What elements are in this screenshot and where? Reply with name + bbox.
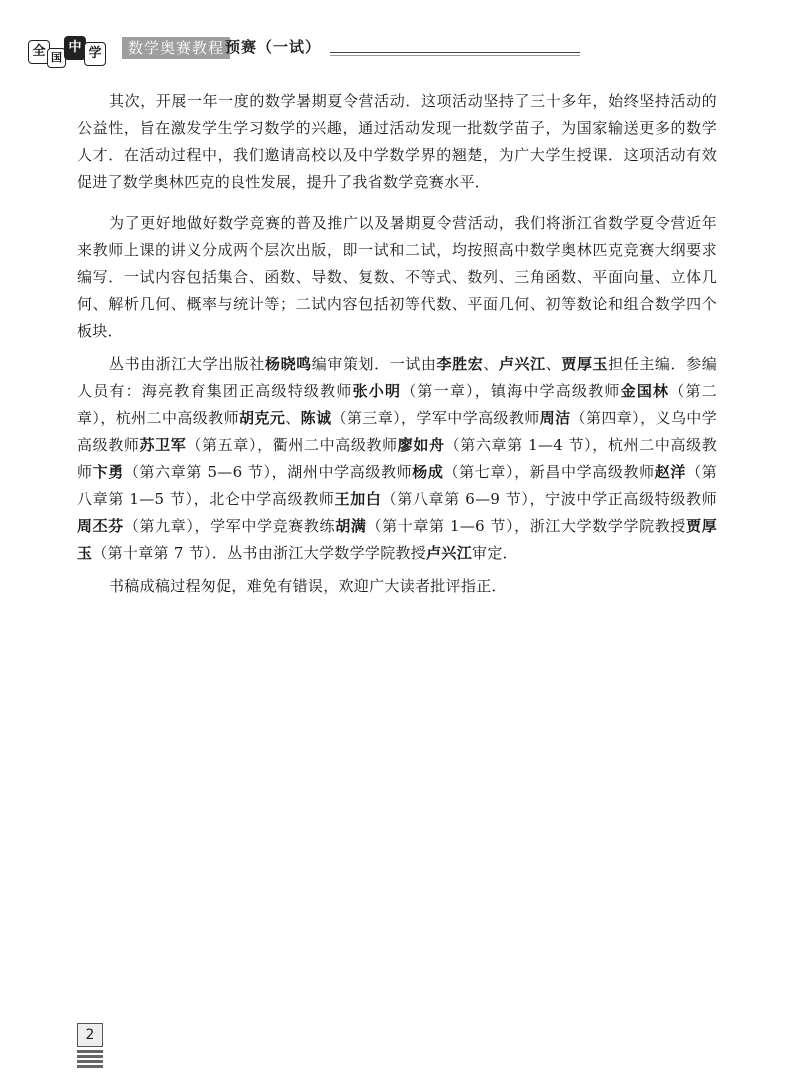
paragraph-text: （第七章），新昌中学高级教师 xyxy=(443,463,655,481)
contributor-name: 周丕芬 xyxy=(77,517,124,535)
paragraph-text: （第十章第 1—6 节），浙江大学数学学院教授 xyxy=(366,517,687,535)
paragraph-contributors xyxy=(77,351,717,567)
contributor-name: 赵洋 xyxy=(654,463,687,481)
footer-stripes xyxy=(77,1050,103,1070)
paragraph-text: （第六章第 1—4 节），杭州二中高级教师 xyxy=(77,436,718,481)
paragraph-text: （第四章），义乌中学高级教师 xyxy=(77,409,718,454)
contributor-name: 李胜宏 xyxy=(436,355,484,373)
contributor-name: 贾厚玉 xyxy=(561,355,609,373)
contributor-name: 杨晓鸣 xyxy=(264,355,312,373)
paragraph-closing: 书稿成稿过程匆促，难免有错误，欢迎广大读者批评指正． xyxy=(109,577,507,595)
contributor-name: 张小明 xyxy=(352,382,402,400)
contributor-name: 王加白 xyxy=(334,490,382,508)
paragraph-text: 编审策划．一试由 xyxy=(311,355,437,373)
paragraph-text: 、 xyxy=(545,355,562,373)
contributor-name: 苏卫军 xyxy=(139,436,187,454)
contributor-name: 卢兴江 xyxy=(498,355,546,373)
contributor-name: 周洁 xyxy=(539,409,571,427)
contributor-name: 杨成 xyxy=(412,463,444,481)
paragraph-publication: 为了更好地做好数学竞赛的普及推广以及暑期夏令营活动，我们将浙江省数学夏令营近年来教师上课的讲义分成两个层次出版，即一试和二试，均按照高中数学奥林匹克竞赛大纲要求编写．一试内容包括集合、函数、导数、复数、不等式、数列、三角函数、平面向量、立体几何、解析几何、概率与统计等；二试内容包括初等代数、平面几何、初等数论和组合数学四个板块． xyxy=(77,214,717,340)
paragraph-text: 、 xyxy=(483,355,499,373)
paragraph-text: （第二章），杭州二中高级教师 xyxy=(77,382,718,427)
logo-char: 全 xyxy=(28,40,50,64)
page-body xyxy=(77,88,717,600)
paragraph-text: （第十章第 7 节）．丛书由浙江大学数学学院教授 xyxy=(92,544,427,562)
contributor-name: 卞勇 xyxy=(92,463,124,481)
contributor-name: 金国林 xyxy=(620,382,670,400)
book-title: 预赛（一试） xyxy=(225,38,322,56)
paragraph-text: （第五章），衢州二中高级教师 xyxy=(186,436,398,454)
paragraph-text: 审定． xyxy=(472,544,518,562)
logo-char: 国 xyxy=(47,48,66,68)
paragraph-text: （第八章第 1—5 节），北仑中学高级教师 xyxy=(77,463,717,508)
contributor-name: 贾厚玉 xyxy=(77,517,718,562)
contributor-name: 廖如舟 xyxy=(397,436,445,454)
logo-char: 学 xyxy=(84,42,106,66)
paragraph-text: （第九章），学军中学竞赛教练 xyxy=(123,517,336,535)
paragraph-text: 担任主编．参编人员有：海亮教育集团正高级特级教师 xyxy=(77,355,718,400)
header-rule xyxy=(330,52,580,53)
contributor-name: 胡克元 xyxy=(239,409,286,427)
paragraph-text: （第一章），镇海中学高级教师 xyxy=(401,382,621,400)
series-name: 数学奥赛教程 xyxy=(122,37,230,59)
paragraph-text: （第六章第 5—6 节），湖州中学高级教师 xyxy=(123,463,413,481)
header-rule-thin xyxy=(330,55,580,56)
contributor-name: 卢兴江 xyxy=(426,544,473,562)
paragraph-text: 丛书由浙江大学出版社 xyxy=(109,355,265,373)
series-logo xyxy=(28,36,114,66)
page-number: 2 xyxy=(77,1023,103,1047)
paragraph-text: （第八章第 6—9 节），宁波中学正高级特级教师 xyxy=(381,490,718,508)
paragraph-text: 、 xyxy=(285,409,301,427)
logo-char: 中 xyxy=(64,36,86,60)
contributor-name: 胡满 xyxy=(335,517,367,535)
page-header xyxy=(0,0,790,72)
paragraph-text: （第三章），学军中学高级教师 xyxy=(331,409,540,427)
paragraph-summer-camp: 其次，开展一年一度的数学暑期夏令营活动．这项活动坚持了三十多年，始终坚持活动的公益性，旨在激发学生学习数学的兴趣，通过活动发现一批数学苗子，为国家输送更多的数学人才．在活动过程中，我们邀请高校以及中学数学界的翘楚，为广大学生授课．这项活动有效促进了数学奥林匹克的良性发展，提升了我省数学竞赛水平． xyxy=(77,92,717,191)
contributor-name: 陈诚 xyxy=(300,409,332,427)
